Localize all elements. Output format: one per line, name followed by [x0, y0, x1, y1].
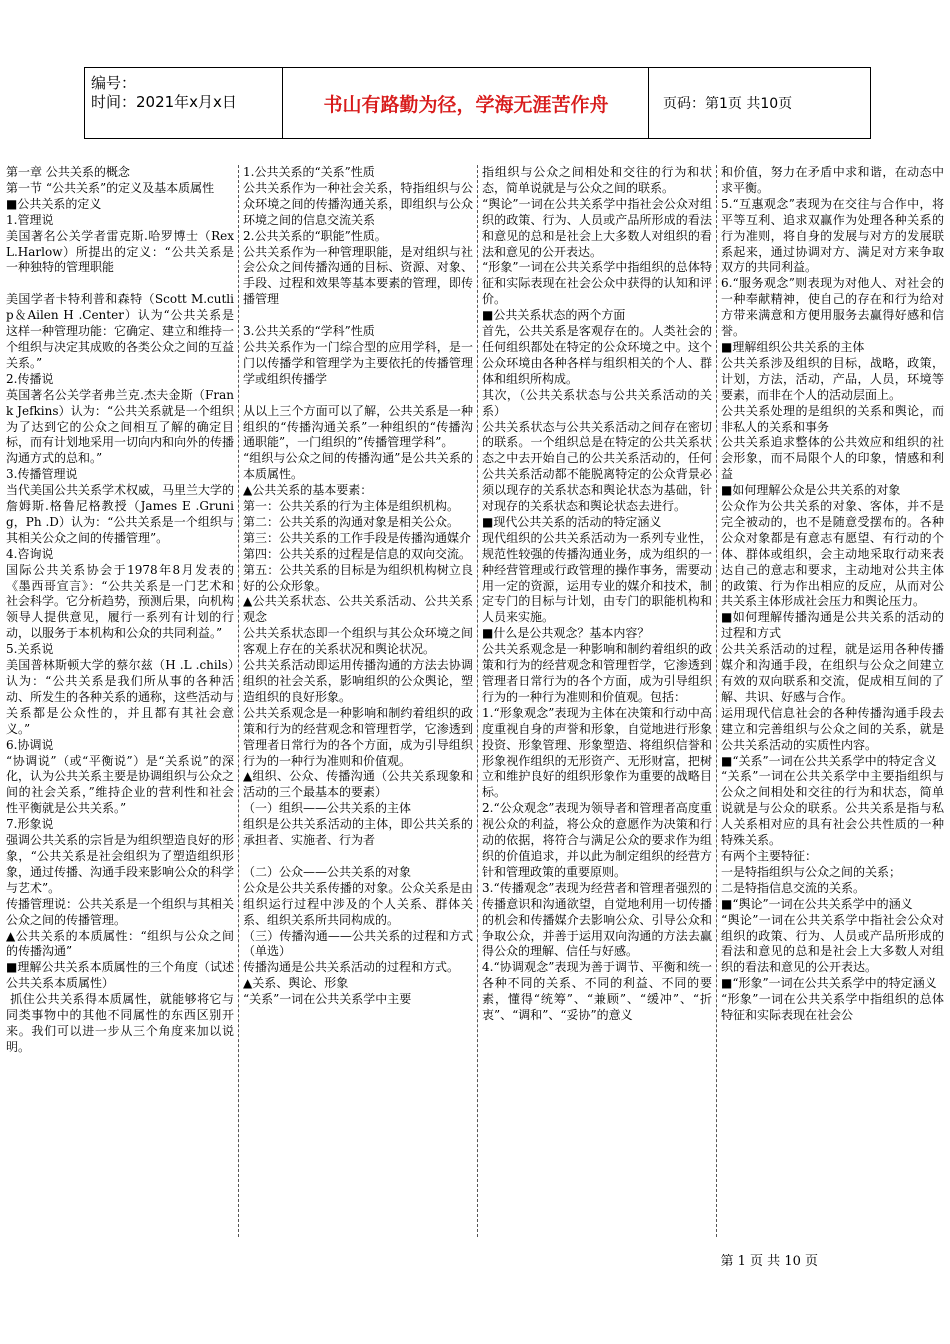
paragraph: （二）公众——公共关系的对象	[243, 864, 412, 879]
paragraph: 2.“公众观念”表现为领导者和管理者高度重视公众的利益，将公众的意愿作为决策和行动的依据，将符合与满足公众的要求作为组织的价值追求，并以此为制定组织的经营方针和管理政策的重要原则。	[482, 801, 712, 879]
paragraph: （三）传播沟通——公共关系的过程和方式（单选）	[243, 928, 473, 959]
paragraph: ■“关系”一词在公共关系学中的特定含义	[721, 753, 937, 768]
paragraph: 有两个主要特征：	[721, 848, 818, 863]
paragraph: “舆论”一词在公共关系学中指社会公众对组织的政策、行为、人员或产品所形成的看法和意见的总和是社会上大多数人对组织的看法和意见的公开表达。	[721, 912, 944, 975]
paragraph	[243, 308, 473, 324]
column-divider	[716, 165, 717, 1237]
paragraph: 公众是公共关系传播的对象。公众关系是由组织运行过程中涉及的个人关系、群体关系、组织关系所共同构成的。	[243, 880, 473, 927]
paragraph: ■“舆论”一词在公共关系学中的涵义	[721, 896, 913, 911]
header-meta	[85, 68, 283, 138]
paragraph: ■理解组织公共关系的主体	[721, 339, 865, 354]
paragraph: “形象”一词在公共关系学中指组织的总体特征和实际表现在社会公众中获得的认知和评价。	[482, 260, 712, 307]
paragraph: ■公共关系状态的两个方面	[482, 308, 626, 323]
paragraph: 1.管理说	[6, 212, 54, 227]
paragraph: 公共关系作为一种社会关系，特指组织与公众环境之间的传播沟通关系，即组织与公众环境之间的信息交流关系	[243, 180, 473, 227]
paragraph: 和价值，努力在矛盾中求和谐，在动态中求平衡。	[721, 165, 944, 195]
paragraph: 6.协调说	[6, 737, 54, 752]
paragraph: 公共关系涉及组织的目标，战略，政策，计划，方法，活动，产品，人员，环境等要素，而非在个人的活动层面上。	[721, 355, 944, 402]
column-divider	[477, 165, 478, 1237]
paragraph: 2.公共关系的“职能”性质。	[243, 228, 387, 243]
paragraph: 抓住公共关系得本质属性，就能够将它与同类事物中的其他不同属性的东西区别开来。我们可以进一步从三个角度来加以说明。	[6, 992, 234, 1054]
paragraph: ▲组织、公众、传播沟通（公共关系现象和活动的三个最基本的要素）	[243, 769, 473, 800]
paragraph: 5.“互惠观念”表现为在交往与合作中，将平等互利、追求双赢作为处理各种关系的行为准则，将自身的发展与对方的发展联系起来，通过协调对方、满足对方来争取双方的共同利益。	[721, 196, 944, 275]
paragraph: 美国普林斯顿大学的蔡尔兹（H .L .chils）认为：“公共关系是我们所从事的各种活动、所发生的各种关系的通称，这些活动与关系都是公众性的，并且都有其社会意义。”	[6, 658, 235, 736]
paragraph: 4.“协调观念”表现为善于调节、平衡和统一各种不同的关系、不同的利益、不同的要素，懂得“统筹”、“兼顾”、“缓冲”、“折衷”、“调和”、“妥协”的意义	[482, 960, 712, 1023]
doc-time: 时间：2021年x月x日	[91, 93, 237, 111]
paragraph: ▲公共关系的基本要素：	[243, 483, 373, 498]
paragraph: ■“形象”一词在公共关系学中的特定涵义	[721, 976, 937, 991]
paragraph: 现代组织的公共关系活动为一系列专业性，规范性较强的传播沟通业务，成为组织的一种经营管理或行政管理的操作事务，需要动用一定的资源，运用专业的媒介和技术，制定专门的目标与计划，由专门的职能机构和人员来实施。	[482, 530, 712, 625]
paragraph: “组织与公众之间的传播沟通”是公共关系的本质属性。	[243, 451, 473, 482]
paragraph: ■公共关系的定义	[6, 196, 102, 211]
paragraph: 公共关系状态即一个组织与其公众环境之间客观上存在的关系状况和舆论状况。	[243, 626, 473, 657]
page-footer: 第 1 页 共 10 页	[720, 1254, 818, 1269]
paragraph: 传播管理说：公共关系是一个组织与其相关公众之间的传播管理。	[6, 896, 235, 927]
paragraph: 传播沟通是公共关系活动的过程和方式。	[243, 960, 460, 975]
paragraph: 第一节 “公共关系”的定义及基本质属性	[6, 180, 215, 195]
paragraph: 其次，（公共关系状态与公共关系活动的关系）	[482, 387, 712, 418]
header-motto: 书山有路勤为径，学海无涯苦作舟	[284, 68, 649, 138]
paragraph: 1.“形象观念”表现为主体在决策和行动中高度重视自身的声誉和形象，自觉地进行形象投资、形象管理、形象塑造、将组织信誉和形象视作组织的无形资产、无形财富，把树立和维护良好的组织形象作为重要的战略目标。	[482, 705, 712, 800]
paragraph: 当代美国公共关系学术权威，马里兰大学的詹姆斯.格鲁尼格教授（James E .Grunig，Ph .D）认为：“公共关系是一个组织与其相关公众之间的传播管理”。	[6, 483, 235, 545]
paragraph: 英国著名公关学者弗兰克.杰夫金斯（Frank Jefkins）认为：“公共关系就是一个组织为了达到它的公众之间相互了解的确定目标，而有计划地采用一切向内和向外的传播沟通方式的总和。”	[6, 387, 235, 466]
paragraph: 5.关系说	[6, 642, 54, 657]
paragraph: “关系”一词在公共关系学中主要指组织与公众之间相处和交往的行为和状态，简单说就是与公众的联系。公共关系是指与私人关系相对应的具有社会公共性质的一种特殊关系。	[721, 769, 944, 848]
paragraph: 第一章 公共关系的概念	[6, 165, 130, 179]
paragraph: 2.传播说	[6, 371, 54, 386]
text-column-4	[721, 165, 944, 1237]
paragraph: 公共关系作为一门综合型的应用学科，是一门以传播学和管理学为主要依托的传播管理学或组织传播学	[243, 339, 473, 386]
text-column-1	[6, 165, 238, 1237]
paragraph: ▲关系、舆论、形象	[243, 976, 349, 991]
paragraph: 4.咨询说	[6, 546, 54, 561]
paragraph: 6.“服务观念”则表现为对他人、对社会的一种奉献精神，使自己的存在和行为给对方带来满意和方便用服务去赢得好感和信誉。	[721, 276, 944, 339]
paragraph: “关系”一词在公共关系学中主要	[243, 992, 412, 1007]
paragraph: 公共关系追求整体的公共效应和组织的社会形象，而不局限个人的印象，情感和利益	[721, 435, 944, 482]
paragraph: ■什么是公共观念？基本内容？	[482, 626, 650, 641]
paragraph: 公共关系活动的过程，就是运用各种传播媒介和沟通手段，在组织与公众之间建立有效的双向联系和交流，促成相互间的了解、共识、好感与合作。	[721, 642, 944, 704]
paragraph: 从以上三个方面可以了解，公共关系是一种组织的“传播沟通关系”一种组织的“传播沟通职能”，一门组织的”传播管理学科”。	[243, 403, 473, 450]
text-column-3	[482, 165, 712, 1237]
paragraph: 首先，公共关系是客观存在的。人类社会的任何组织都处在特定的公众环境之中。这个公众环境由各种各样与组织相关的个人、群体和组织所构成。	[482, 324, 712, 386]
paragraph: 公共关系活动即运用传播沟通的方法去协调组织的社会关系，影响组织的公众舆论，塑造组织的良好形象。	[243, 658, 473, 704]
paragraph: 第四：公共关系的过程是信息的双向交流。	[243, 546, 472, 561]
paragraph: 公众作为公共关系的对象、客体，并不是完全被动的，也不是随意受摆布的。各种公众对象都是有意志有愿望、有行动的个体、群体或组织，会主动地采取行动来表达自己的意志和要求，主动地对公共主体的政策、行为作出相应的反应，从而对公共关系主体形成社会压力和舆论压力。	[721, 499, 944, 609]
paragraph: 国际公共关系协会于1978年8月发表的《墨西哥宣言》：“公共关系是一门艺术和社会科学。它分析趋势，预测后果，向机构领导人提供意见，履行一系列有计划的行动，以服务于本机构和公众的共同利益。”	[6, 562, 235, 641]
paragraph: 公共关系状态与公共关系活动之间存在密切的联系。一个组织总是在特定的公共关系状态之中去开始自己的公共关系活动的，任何公共关系活动都不能脱离特定的公众背景必须以现存的关系状态和舆论状态为基础，针对现存的关系状态和舆论状态去进行。	[482, 419, 712, 514]
header-table	[84, 67, 871, 139]
paragraph: 指组织与公众之间相处和交往的行为和状态，简单说就是与公众之间的联系。	[482, 165, 712, 195]
paragraph: 组织是公共关系活动的主体，即公共关系的承担者、实施者、行为者	[243, 817, 473, 848]
paragraph: 美国著名公关学者雷克斯.哈罗博士（Rex L.Harlow）所提出的定义：“公共关系是一种独特的管理职能	[6, 228, 238, 275]
paragraph: 一是特指组织与公众之间的关系；	[721, 864, 902, 879]
paragraph: “舆论”一词在公共关系学中指社会公众对组织的政策、行为、人员或产品所形成的看法和意见的总和是社会上大多数人对组织的看法和意见的公开表达。	[482, 196, 712, 259]
paragraph: 强调公共关系的宗旨是为组织塑造良好的形象，“公共关系是社会组织为了塑造组织形象，通过传播、沟通手段来影响公众的科学与艺术”。	[6, 833, 235, 895]
paragraph: ▲公共关系状态、公共关系活动、公共关系观念	[243, 594, 473, 625]
text-column-2	[243, 165, 473, 1237]
paragraph: 3.“传播观念”表现为经营者和管理者强烈的传播意识和沟通欲望，自觉地利用一切传播的机会和传播媒介去影响公众、引导公众和争取公众，并善于运用双向沟通的方法去赢得公众的理解、信任与好感。	[482, 880, 712, 959]
paragraph: “协调说”（或“平衡说”）是“关系说”的深化，认为公共关系主要是协调组织与公众之间的社会关系，”维持企业的营利性和社会性平衡就是公共关系。”	[6, 753, 235, 816]
paragraph: ▲公共关系的本质属性：“组织与公众之间的传播沟通”	[6, 928, 234, 959]
doc-number-label: 编号：	[91, 74, 137, 92]
paragraph: 7.形象说	[6, 817, 54, 832]
paragraph: 二是特指信息交流的关系。	[721, 880, 866, 895]
paragraph	[6, 276, 234, 292]
paragraph: 运用现代信息社会的各种传播沟通手段去建立和完善组织与公众之间的关系，就是公共关系活动的实质性内容。	[721, 705, 944, 752]
paragraph: 3.公共关系的“学科”性质	[243, 324, 375, 339]
paragraph: ■如何理解传播沟通是公共关系的活动的过程和方式	[721, 610, 944, 641]
paragraph: 第五：公共关系的目标是为组织机构树立良好的公众形象。	[243, 562, 473, 593]
paragraph: 公共关系处理的是组织的关系和舆论，而非私人的关系和事务	[721, 403, 944, 434]
paragraph: 美国学者卡特利普和森特（Scott M.cutlip＆Ailen H .Center）认为“公共关系是这样一种管理功能：它确定、建立和维持一个组织与决定其成败的各类公众之间的互益关系。”	[6, 292, 235, 370]
header-page-info: 页码：第1页 共10页	[663, 96, 793, 112]
paragraph: “形象”一词在公共关系学中指组织的总体特征和实际表现在社会公	[721, 992, 944, 1023]
paragraph: 3.传播管理说	[6, 467, 78, 482]
paragraph: 第三：公共关系的工作手段是传播沟通媒介	[243, 530, 472, 545]
paragraph	[243, 388, 473, 404]
paragraph: ■理解公共关系本质属性的三个角度（试述公共关系本质属性）	[6, 960, 234, 991]
paragraph	[243, 849, 473, 865]
paragraph: 公共关系观念是一种影响和制约着组织的政策和行为的经营观念和管理哲学，它渗透到管理者日常行为的各个方面，成为引导组织行为的一种行为准则和价值观。	[243, 705, 473, 768]
paragraph: （一）组织——公共关系的主体	[243, 801, 412, 816]
paragraph: 公共关系观念是一种影响和制约着组织的政策和行为的经营观念和管理哲学，它渗透到管理者日常行为的各个方面，成为引导组织行为的一种行为准则和价值观。包括：	[482, 642, 712, 704]
document-body	[6, 165, 944, 1237]
paragraph: ■如何理解公众是公共关系的对象	[721, 483, 901, 498]
column-divider	[238, 165, 239, 1237]
paragraph: 第二：公共关系的沟通对象是相关公众。	[243, 514, 460, 529]
paragraph: 第一：公共关系的行为主体是组织机构。	[243, 499, 460, 514]
paragraph: ■现代公共关系的活动的特定涵义	[482, 514, 662, 529]
paragraph: 1.公共关系的“关系”性质	[243, 165, 375, 179]
paragraph: 公共关系作为一种管理职能，是对组织与社会公众之间传播沟通的目标、资源、对象、手段、过程和效果等基本要素的管理，即传播管理	[243, 244, 473, 307]
